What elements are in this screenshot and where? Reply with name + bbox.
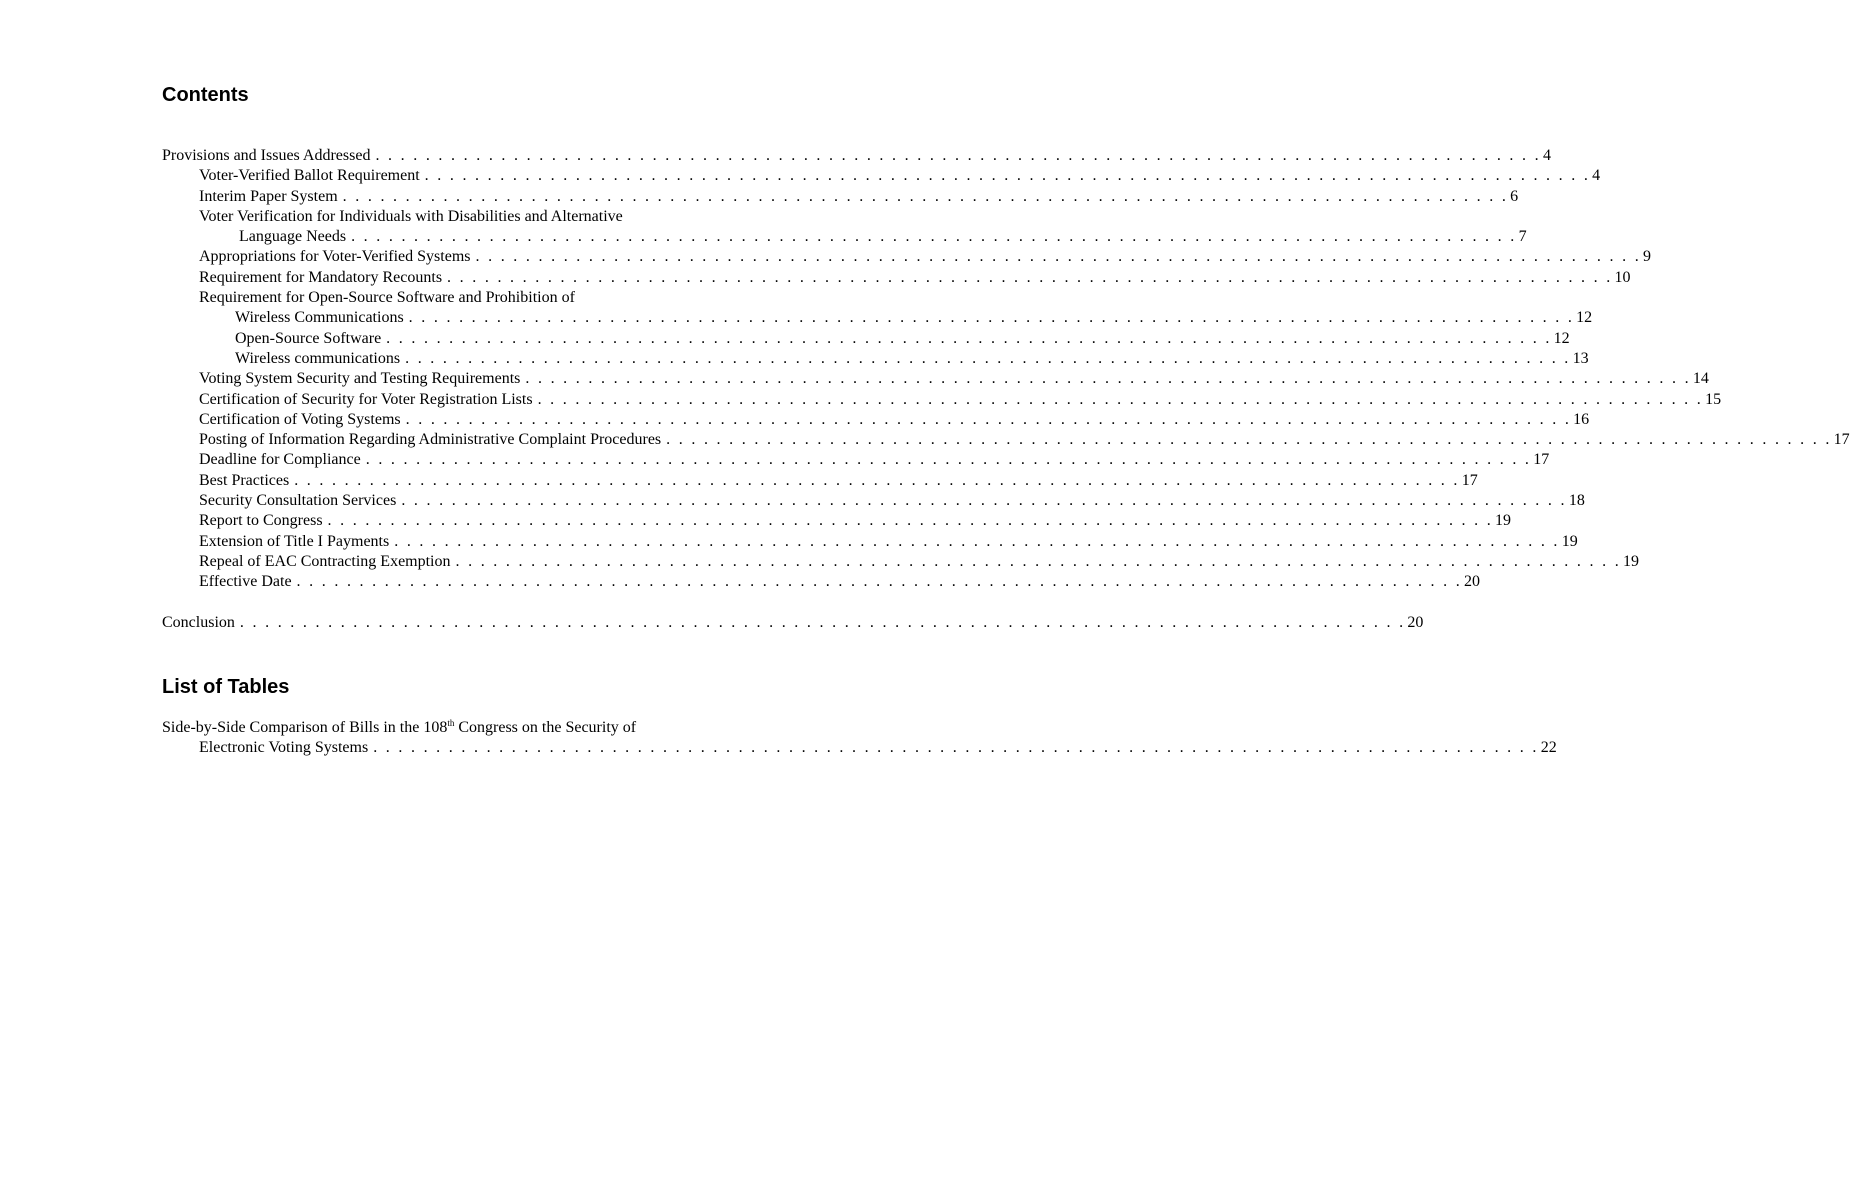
toc-entry-title: Security Consultation Services [199,492,397,510]
leader-dots: . . . . . . . . . . . . . . . . . . . . . . . . . . . . . . . . . . . . . . . . . . . . . . . . . . . . . . . . . . . . . . . . . . . . . . . . . . . . . . . . . . . . . . . . . . . . . [475,248,1641,266]
leader-dots: . . . . . . . . . . . . . . . . . . . . . . . . . . . . . . . . . . . . . . . . . . . . . . . . . . . . . . . . . . . . . . . . . . . . . . . . . . . . . . . . . . . . . . . . . . . . . [666,431,1832,449]
leader-dots: . . . . . . . . . . . . . . . . . . . . . . . . . . . . . . . . . . . . . . . . . . . . . . . . . . . . . . . . . . . . . . . . . . . . . . . . . . . . . . . . . . . . . . . . . . . . . [327,512,1494,530]
toc-page-number: 6 [1510,187,1519,205]
toc-page-number: 12 [1576,309,1593,327]
toc-page-number: 18 [1568,492,1585,510]
toc-entry-security-consultation[interactable] [162,491,1585,511]
toc-page-number: 9 [1643,248,1651,266]
toc-entry-title-line2: Wireless Communications [235,309,404,327]
toc-entry-title: Certification of Security for Voter Registration Lists [199,390,533,408]
toc-entry-title: Provisions and Issues Addressed [162,147,371,164]
leader-dots: . . . . . . . . . . . . . . . . . . . . . . . . . . . . . . . . . . . . . . . . . . . . . . . . . . . . . . . . . . . . . . . . . . . . . . . . . . . . . . . . . . . . . . . . . . . . . [455,552,1621,570]
toc-entry-title: Requirement for Mandatory Recounts [199,268,443,286]
toc-page-number: 17 [1533,451,1550,469]
table-entry-title-line1 [162,718,758,738]
toc-entry-conclusion[interactable] [162,613,1424,633]
toc-entry-open-source-software[interactable] [162,329,1570,349]
leader-dots: . . . . . . . . . . . . . . . . . . . . . . . . . . . . . . . . . . . . . . . . . . . . . . . . . . . . . . . . . . . . . . . . . . . . . . . . . . . . . . . . . . . . . . . . . . . . . [342,187,1509,205]
toc-entry-title: Conclusion [162,613,235,631]
toc-entry-title: Voting System Security and Testing Requirements [199,370,521,388]
leader-dots: . . . . . . . . . . . . . . . . . . . . . . . . . . . . . . . . . . . . . . . . . . . . . . . . . . . . . . . . . . . . . . . . . . . . . . . . . . . . . . . . . . . . . . . . . . . . . [525,370,1691,388]
toc-entry-deadline[interactable] [162,450,1550,470]
toc-entry-title: Appropriations for Voter-Verified Systems [199,248,471,266]
toc-entry-effective-date[interactable] [162,572,1481,592]
leader-dots: . . . . . . . . . . . . . . . . . . . . . . . . . . . . . . . . . . . . . . . . . . . . . . . . . . . . . . . . . . . . . . . . . . . . . . . . . . . . . . . . . . . . . . . . . . . . . [375,147,1541,164]
toc-page-number: 4 [1542,147,1551,164]
toc-page-number: 10 [1614,268,1631,286]
toc-page-number: 7 [1518,228,1527,246]
leader-dots: . . . . . . . . . . . . . . . . . . . . . . . . . . . . . . . . . . . . . . . . . . . . . . . . . . . . . . . . . . . . . . . . . . . . . . . . . . . . . . . . . . . . . . . . . . . . . [401,492,1567,510]
leader-dots: . . . . . . . . . . . . . . . . . . . . . . . . . . . . . . . . . . . . . . . . . . . . . . . . . . . . . . . . . . . . . . . . . . . . . . . . . . . . . . . . . . . . . . . . . . . . . [537,390,1704,408]
leader-dots: . . . . . . . . . . . . . . . . . . . . . . . . . . . . . . . . . . . . . . . . . . . . . . . . . . . . . . . . . . . . . . . . . . . . . . . . . . . . . . . . . . . . . . . . . . . . . [239,613,1406,631]
leader-dots: . . . . . . . . . . . . . . . . . . . . . . . . . . . . . . . . . . . . . . . . . . . . . . . . . . . . . . . . . . . . . . . . . . . . . . . . . . . . . . . . . . . . . . . . . . . . . [373,739,1539,757]
list-of-tables-heading: List of Tables [162,676,290,698]
toc-entry-title: Wireless communications [235,349,401,367]
toc-entry-best-practices[interactable] [162,471,1478,491]
toc-entry-wireless[interactable] [162,349,1589,369]
toc-entry-title: Report to Congress [199,512,323,530]
toc-entry-provisions[interactable] [162,146,1551,166]
contents-heading: Contents [162,84,249,106]
leader-dots: . . . . . . . . . . . . . . . . . . . . . . . . . . . . . . . . . . . . . . . . . . . . . . . . . . . . . . . . . . . . . . . . . . . . . . . . . . . . . . . . . . . . . . . . . . . . . [386,329,1552,347]
toc-entry-voter-verified-ballot[interactable] [162,166,1601,186]
toc-entry-title: Posting of Information Regarding Administrative Complaint Procedures [199,431,662,449]
toc-entry-title-line1: Requirement for Open-Source Software and Prohibition of [199,289,575,307]
toc-page-number: 19 [1495,512,1512,530]
toc-page-number: 20 [1464,573,1481,591]
toc-entry-interim-paper[interactable] [162,187,1519,207]
contents-list [162,146,1850,633]
toc-entry-title: Interim Paper System [199,187,338,205]
toc-entry-report-to-congress[interactable] [162,511,1512,531]
toc-entry-title: Repeal of EAC Contracting Exemption [199,552,451,570]
toc-page-number: 16 [1573,410,1590,428]
toc-page-number: 19 [1561,532,1578,550]
toc-page-number: 17 [1461,471,1478,489]
leader-dots: . . . . . . . . . . . . . . . . . . . . . . . . . . . . . . . . . . . . . . . . . . . . . . . . . . . . . . . . . . . . . . . . . . . . . . . . . . . . . . . . . . . . . . . . . . . . . [394,532,1560,550]
leader-dots: . . . . . . . . . . . . . . . . . . . . . . . . . . . . . . . . . . . . . . . . . . . . . . . . . . . . . . . . . . . . . . . . . . . . . . . . . . . . . . . . . . . . . . . . . . . . . [447,268,1613,286]
toc-page-number: 4 [1592,167,1601,185]
toc-entry-title: Certification of Voting Systems [199,410,401,428]
toc-page-number: 12 [1553,329,1570,347]
leader-dots: . . . . . . . . . . . . . . . . . . . . . . . . . . . . . . . . . . . . . . . . . . . . . . . . . . . . . . . . . . . . . . . . . . . . . . . . . . . . . . . . . . . . . . . . . . . . . [296,573,1463,591]
leader-dots: . . . . . . . . . . . . . . . . . . . . . . . . . . . . . . . . . . . . . . . . . . . . . . . . . . . . . . . . . . . . . . . . . . . . . . . . . . . . . . . . . . . . . . . . . . . . . [408,309,1575,327]
toc-entry-title-line1: Voter Verification for Individuals with Disabilities and Alternative [199,207,623,225]
toc-entry-title: Deadline for Compliance [199,451,361,469]
toc-page-number: 19 [1623,552,1639,570]
toc-entry-title: Voter-Verified Ballot Requirement [199,167,420,185]
table-page-number: 22 [1540,739,1557,757]
toc-entry-mandatory-recounts[interactable] [162,268,1631,288]
toc-page [162,0,1850,1191]
toc-entry-security-testing[interactable] [162,369,1709,389]
toc-entry-title: Extension of Title I Payments [199,532,390,550]
toc-page-number: 13 [1572,349,1589,367]
toc-entry-open-source-requirement[interactable] [162,288,1593,329]
toc-entry-eac-exemption[interactable] [162,552,1639,572]
toc-page-number: 17 [1833,431,1850,449]
table-entry-title-line2: Electronic Voting Systems [199,739,369,757]
ordinal-suffix: th [447,718,455,728]
toc-page-number: 14 [1692,370,1709,388]
tables-list [162,718,1557,759]
toc-page-number: 20 [1407,613,1424,631]
table-entry-title-pre: Side-by-Side Comparison of Bills in the 108 [162,719,448,736]
toc-entry-title-line2: Language Needs [239,228,347,246]
toc-page-number: 15 [1705,390,1722,408]
toc-entry-complaint-procedures[interactable] [162,430,1850,450]
toc-entry-title: Effective Date [199,573,292,591]
toc-entry-appropriations[interactable] [162,247,1651,267]
leader-dots: . . . . . . . . . . . . . . . . . . . . . . . . . . . . . . . . . . . . . . . . . . . . . . . . . . . . . . . . . . . . . . . . . . . . . . . . . . . . . . . . . . . . . . . . . . . . . [294,471,1460,489]
toc-entry-title-i-payments[interactable] [162,532,1578,552]
toc-entry-title: Best Practices [199,471,290,489]
leader-dots: . . . . . . . . . . . . . . . . . . . . . . . . . . . . . . . . . . . . . . . . . . . . . . . . . . . . . . . . . . . . . . . . . . . . . . . . . . . . . . . . . . . . . . . . . . . . . [424,167,1591,185]
toc-entry-certification-voting[interactable] [162,410,1590,430]
leader-dots: . . . . . . . . . . . . . . . . . . . . . . . . . . . . . . . . . . . . . . . . . . . . . . . . . . . . . . . . . . . . . . . . . . . . . . . . . . . . . . . . . . . . . . . . . . . . . [405,349,1571,367]
toc-entry-title: Open-Source Software [235,329,382,347]
leader-dots: . . . . . . . . . . . . . . . . . . . . . . . . . . . . . . . . . . . . . . . . . . . . . . . . . . . . . . . . . . . . . . . . . . . . . . . . . . . . . . . . . . . . . . . . . . . . . [351,228,1517,246]
table-entry-side-by-side[interactable] [162,718,1557,759]
leader-dots: . . . . . . . . . . . . . . . . . . . . . . . . . . . . . . . . . . . . . . . . . . . . . . . . . . . . . . . . . . . . . . . . . . . . . . . . . . . . . . . . . . . . . . . . . . . . . [365,451,1532,469]
toc-entry-voter-registration[interactable] [162,390,1722,410]
leader-dots: . . . . . . . . . . . . . . . . . . . . . . . . . . . . . . . . . . . . . . . . . . . . . . . . . . . . . . . . . . . . . . . . . . . . . . . . . . . . . . . . . . . . . . . . . . . . . [405,410,1572,428]
toc-entry-disabilities[interactable] [162,207,1527,248]
table-entry-title-post: Congress on the Security of [454,719,637,736]
